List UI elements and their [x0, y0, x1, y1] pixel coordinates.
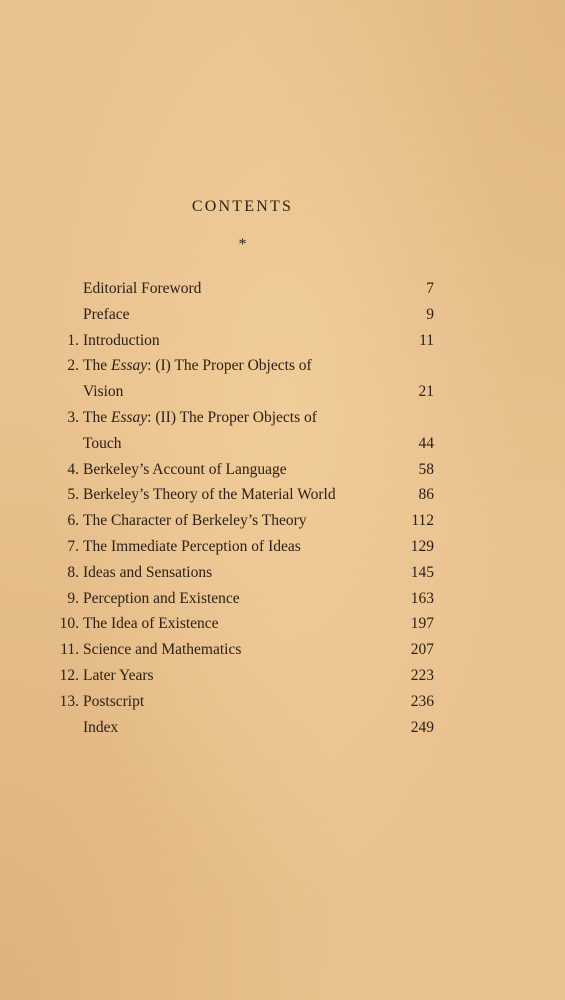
entry-page: 223	[410, 666, 434, 684]
entry-title: The Idea of Existence	[83, 615, 219, 633]
toc-entry	[0, 611, 565, 637]
toc-entry	[0, 663, 565, 689]
entry-number: 13.	[59, 692, 79, 710]
entry-title: Editorial Foreword	[83, 280, 202, 297]
entry-page: 236	[410, 692, 434, 710]
entry-page: 197	[410, 615, 434, 633]
toc-entry	[0, 689, 565, 715]
toc-entry	[0, 508, 565, 534]
entry-title: Index	[83, 718, 119, 736]
toc-entry	[0, 586, 565, 612]
entry-title: Berkeley’s Theory of the Material World	[83, 486, 336, 504]
entry-number: 9.	[67, 589, 79, 607]
entry-title-suffix: : (I) The Proper Objects of	[147, 357, 312, 375]
contents-heading: CONTENTS	[191, 198, 294, 215]
entry-page: 7	[426, 280, 434, 297]
asterisk-ornament: *	[238, 236, 247, 253]
toc-entry	[0, 405, 565, 431]
entry-title-line2: Touch	[83, 434, 122, 452]
entry-title: Berkeley’s Account of Language	[83, 460, 287, 478]
entry-number: 5.	[67, 486, 79, 504]
toc-entry	[0, 560, 565, 586]
entry-number: 1.	[67, 331, 79, 349]
toc-entry	[0, 353, 565, 379]
toc-entry	[0, 302, 565, 328]
entry-page: 86	[418, 486, 434, 504]
entry-page: 249	[410, 718, 434, 736]
toc-entry-continuation	[0, 379, 565, 405]
table-of-contents	[0, 276, 565, 740]
entry-title: Postscript	[83, 692, 145, 710]
entry-title: Later Years	[83, 666, 154, 684]
entry-title	[83, 405, 317, 431]
entry-title: The Character of Berkeley’s Theory	[83, 512, 307, 530]
entry-page: 11	[419, 331, 434, 349]
entry-number: 6.	[67, 512, 79, 530]
entry-page: 129	[410, 537, 434, 555]
entry-number: 2.	[67, 357, 79, 375]
entry-title-line2: Vision	[83, 383, 124, 401]
entry-page: 21	[418, 383, 434, 401]
toc-entry	[0, 637, 565, 663]
entry-number: 11.	[60, 641, 79, 659]
entry-title: The Immediate Perception of Ideas	[83, 537, 301, 555]
entry-title: Ideas and Sensations	[83, 563, 213, 581]
entry-title-prefix: The	[83, 408, 111, 426]
toc-entry	[0, 328, 565, 354]
entry-title-italic: Essay	[110, 408, 148, 426]
entry-page: 44	[418, 434, 434, 452]
entry-page: 207	[410, 641, 434, 659]
entry-page: 163	[410, 589, 434, 607]
entry-title: Science and Mathematics	[83, 641, 242, 659]
entry-page: 58	[418, 460, 434, 478]
entry-title-italic: Essay	[110, 357, 148, 375]
entry-title-suffix: : (II) The Proper Objects of	[147, 408, 317, 426]
entry-page: 9	[426, 305, 434, 323]
toc-entry	[0, 482, 565, 508]
entry-number: 10.	[59, 615, 79, 633]
entry-number: 4.	[67, 460, 79, 478]
toc-entry	[0, 276, 565, 302]
entry-title	[83, 353, 312, 379]
entry-title: Perception and Existence	[83, 589, 240, 607]
toc-entry	[0, 534, 565, 560]
entry-title: Introduction	[83, 331, 160, 349]
entry-title: Preface	[83, 305, 130, 323]
toc-entry	[0, 457, 565, 483]
toc-entry-continuation	[0, 431, 565, 457]
entry-page: 145	[410, 563, 434, 581]
entry-number: 3.	[67, 408, 79, 426]
entry-number: 8.	[67, 563, 79, 581]
entry-title-prefix: The	[83, 357, 111, 375]
toc-entry	[0, 715, 565, 741]
entry-number: 7.	[67, 537, 79, 555]
entry-page: 112	[411, 512, 434, 530]
entry-number: 12.	[59, 666, 79, 684]
